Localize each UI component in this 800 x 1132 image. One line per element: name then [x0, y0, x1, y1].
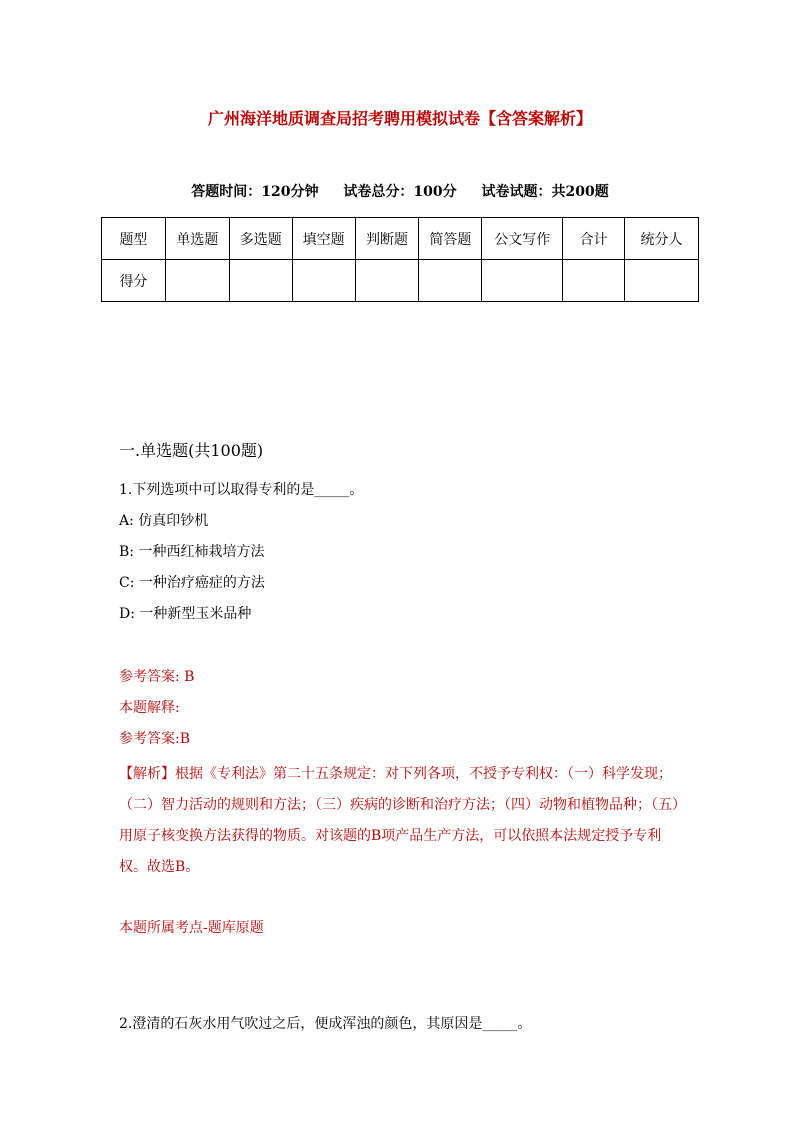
header-cell-grader: 统分人	[625, 218, 699, 260]
header-cell-short: 简答题	[419, 218, 482, 260]
question-1-answer: 参考答案: B	[119, 669, 195, 685]
question-1-stem: 1.下列选项中可以取得专利的是_____。	[119, 482, 364, 498]
score-cell	[165, 260, 229, 302]
score-table	[101, 217, 699, 302]
question-1-explain-label: 本题解释:	[119, 700, 180, 716]
header-cell-total: 合计	[563, 218, 625, 260]
exam-total-questions: 试卷试题：共200题	[481, 184, 609, 200]
score-cell	[563, 260, 625, 302]
exam-meta	[0, 181, 800, 201]
row-label-score: 得分	[102, 260, 166, 302]
question-2-stem: 2.澄清的石灰水用气吹过之后，便成浑浊的颜色，其原因是_____。	[119, 1016, 532, 1032]
score-cell	[355, 260, 419, 302]
question-1-option-c: C: 一种治疗癌症的方法	[119, 575, 265, 591]
header-cell-writing: 公文写作	[482, 218, 563, 260]
document-title: 广州海洋地质调查局招考聘用模拟试卷【含答案解析】	[207, 109, 592, 128]
exam-time: 答题时间：120分钟	[191, 184, 319, 200]
header-cell-multi: 多选题	[229, 218, 292, 260]
score-table-score-row	[102, 260, 699, 302]
exam-total-score: 试卷总分：100分	[343, 184, 457, 200]
header-cell-type: 题型	[102, 218, 166, 260]
score-cell	[419, 260, 482, 302]
score-cell	[482, 260, 563, 302]
score-cell	[292, 260, 355, 302]
question-1-option-a: A: 仿真印钞机	[119, 513, 209, 529]
header-cell-judge: 判断题	[355, 218, 419, 260]
question-1-source: 本题所属考点-题库原题	[119, 920, 264, 936]
question-1-answer-repeat: 参考答案:B	[119, 731, 191, 747]
header-cell-single: 单选题	[165, 218, 229, 260]
question-1-explanation: 【解析】根据《专利法》第二十五条规定：对下列各项，不授予专利权：（一）科学发现；（二）智力活动的规则和方法；（三）疾病的诊断和治疗方法；（四）动物和植物品种；（五）用原子核变换方法获得的物质。对该题的B项产品生产方法，可以依照本法规定授予专利权。故选B。	[119, 766, 679, 875]
score-table-header-row	[102, 218, 699, 260]
question-1-option-d: D: 一种新型玉米品种	[119, 606, 252, 622]
section-title: 一.单选题(共100题)	[119, 441, 264, 460]
question-1-option-b: B: 一种西红柿栽培方法	[119, 544, 265, 560]
score-cell	[625, 260, 699, 302]
header-cell-fill: 填空题	[292, 218, 355, 260]
score-cell	[229, 260, 292, 302]
